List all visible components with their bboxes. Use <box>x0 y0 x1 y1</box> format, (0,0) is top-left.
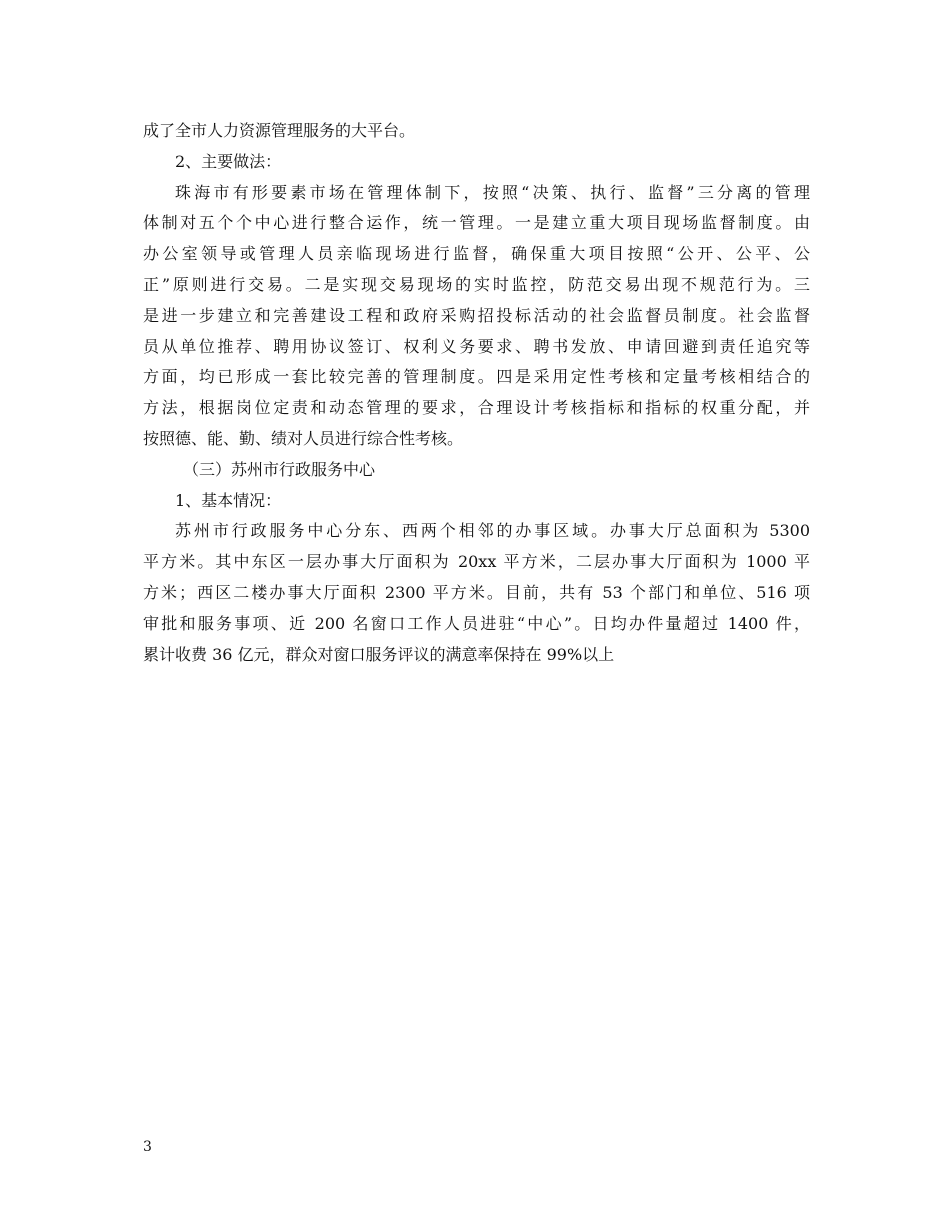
paragraph-line: 按照德、能、勤、绩对人员进行综合性考核。 <box>143 428 464 448</box>
paragraph-line: 成了全市人力资源管理服务的大平台。 <box>143 121 416 140</box>
paragraph-line: 是进一步建立和完善建设工程和政府采购招投标活动的社会监督员制度。社会监督 <box>143 305 810 325</box>
section-heading: （三）苏州市行政服务中心 <box>183 459 376 479</box>
paragraph-line: 员从单位推荐、聘用协议签订、权利义务要求、聘书发放、申请回避到责任追究等 <box>143 336 810 356</box>
paragraph-line: 方法，根据岗位定责和动态管理的要求，合理设计考核指标和指标的权重分配，并 <box>143 398 810 418</box>
paragraph-line: 审批和服务事项、近 200 名窗口工作人员进驻“中心”。日均办件量超过 1400 件， <box>143 613 810 633</box>
paragraph-line: 累计收费 36 亿元，群众对窗口服务评议的满意率保持在 99%以上 <box>143 644 615 664</box>
paragraph-line: 方米；西区二楼办事大厅面积 2300 平方米。目前，共有 53 个部门和单位、516 项 <box>143 582 810 602</box>
section-heading: 2、主要做法： <box>175 151 282 171</box>
section-heading: 1、基本情况： <box>175 490 282 510</box>
document-body <box>143 116 810 670</box>
page-number: 3 <box>143 1139 152 1155</box>
paragraph-line: 体制对五个个中心进行整合运作，统一管理。一是建立重大项目现场监督制度。由 <box>143 213 810 233</box>
paragraph-line: 珠海市有形要素市场在管理体制下，按照“决策、执行、监督”三分离的管理 <box>175 182 810 202</box>
paragraph-line: 正”原则进行交易。二是实现交易现场的实时监控，防范交易出现不规范行为。三 <box>143 274 810 294</box>
paragraph-line: 办公室领导或管理人员亲临现场进行监督，确保重大项目按照“公开、公平、公 <box>143 244 810 264</box>
paragraph-line: 方面，均已形成一套比较完善的管理制度。四是采用定性考核和定量考核相结合的 <box>143 367 810 387</box>
paragraph-line: 平方米。其中东区一层办事大厅面积为 20xx 平方米，二层办事大厅面积为 1000 平 <box>143 552 810 572</box>
paragraph-line: 苏州市行政服务中心分东、西两个相邻的办事区域。办事大厅总面积为 5300 <box>175 521 810 541</box>
